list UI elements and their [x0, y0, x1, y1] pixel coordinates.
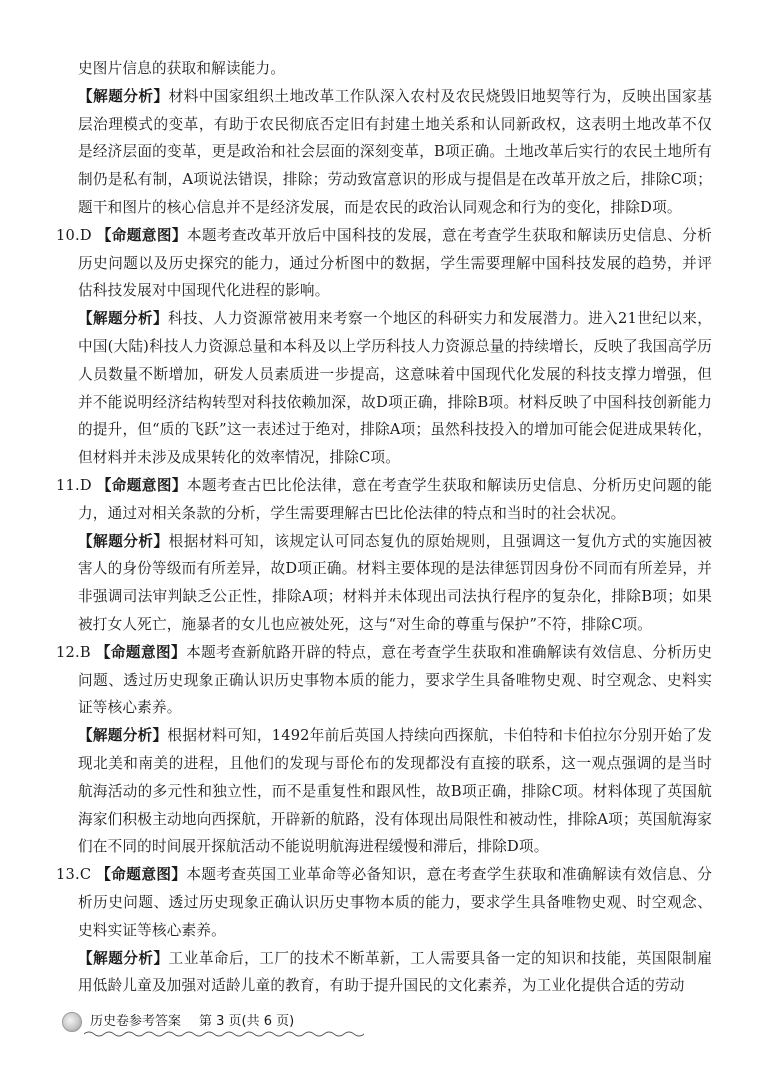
item-analysis [56, 528, 712, 639]
intent-text: 本题考查新航路开辟的特点，意在考查学生获取和准确解读有效信息、分析历史问题、透过历史现象正确认识历史事物本质的能力，要求学生具备唯物史观、时空观念、史料实证等核心素养。 [78, 643, 713, 717]
analysis-text: 根据材料可知，1492年前后英国人持续向西探航，卡伯特和卡伯拉尔分别开始了发现北美和南美的进程，且他们的发现与哥伦布的发现都没有直接的联系，这一观点强调的是当时航海活动的多元性和独立性，而不是重复性和跟风性，故B项正确，排除C项。材料体现了英国航海家们积极主动地向西探航，开辟新的航路，没有体现出局限性和被动性，排除A项；英国航海家们在不同的时间展开探航活动不能说明航海进程缓慢和滞后，排除D项。 [78, 727, 713, 856]
analysis-label: 【解题分析】 [78, 532, 169, 550]
item-answer: D [79, 226, 92, 244]
item-intent [56, 639, 712, 722]
footer-title: 历史卷参考答案 [90, 1014, 182, 1029]
item-analysis [56, 722, 712, 861]
item-answer: D [79, 476, 92, 494]
answer-item-11 [56, 472, 712, 639]
item-intent [56, 861, 712, 944]
item-answer: B [79, 643, 91, 661]
footer-page-number: 第 3 页(共 6 页) [199, 1014, 295, 1029]
item-analysis [56, 945, 712, 1001]
answer-item-12 [56, 639, 712, 861]
item-answer: C [79, 866, 92, 884]
analysis-text: 科技、人力资源常被用来考察一个地区的科研实力和发展潜力。进入21世纪以来，中国(大陆)科技人力资源总量和本科及以上学历科技人力资源总量的持续增长，反映了我国高学历人员数量不断增加，研发人员素质进一步提高，这意味着中国现代化发展的科技支撑力增强，但并不能说明经济结构转型对科技依赖加深，故D项正确，排除B项。材料反映了中国科技创新能力的提升，但“质的飞跃”这一表述过于绝对，排除A项；虽然科技投入的增加可能会促进成果转化，但材料并未涉及成果转化的效率情况，排除C项。 [78, 310, 712, 467]
intent-text: 本题考查英国工业革命等必备知识，意在考查学生获取和准确解读有效信息、分析历史问题、透过历史现象正确认识历史事物本质的能力，要求学生具备唯物史观、时空观念、史料实证等核心素养。 [78, 866, 712, 939]
item-number: 12. [56, 643, 80, 661]
intent-label: 【命题意图】 [95, 643, 187, 661]
item-intent [56, 222, 712, 305]
item-number: 13. [56, 866, 80, 884]
analysis-text: 根据材料可知，该规定认可同态复仇的原始规则，且强调这一复仇方式的实施因被害人的身份等级而有所差异，故D项正确。材料主要体现的是法律惩罚因身份不同而有所差异，并非强调司法审判缺乏公正性，排除A项；材料并未体现出司法执行程序的复杂化，排除B项；如果被打女人死亡，施暴者的女儿也应被处死，这与“对生命的尊重与保护”不符，排除C项。 [78, 532, 712, 633]
intent-label: 【命题意图】 [96, 866, 187, 884]
footer-text [90, 1010, 294, 1029]
analysis-label: 【解题分析】 [78, 310, 169, 328]
item-intent [56, 472, 712, 528]
decorative-circle-icon [62, 1012, 82, 1032]
intent-label: 【命题意图】 [96, 226, 187, 244]
intent-text: 本题考查改革开放后中国科技的发展，意在考查学生获取和解读历史信息、分析历史问题以及历史探究的能力，通过分析图中的数据，学生需要理解中国科技发展的趋势，并评估科技发展对中国现代化进程的影响。 [78, 226, 712, 300]
analysis-text: 工业革命后，工厂的技术不断革新，工人需要具备一定的知识和技能，英国限制雇用低龄儿童及加强对适龄儿童的教育，有助于提升国民的文化素养，为工业化提供合适的劳动 [78, 949, 712, 995]
analysis-label: 【解题分析】 [78, 949, 169, 967]
answer-item-13 [56, 861, 712, 1000]
analysis-label: 【解题分析】 [78, 87, 169, 105]
wavy-underline-icon [84, 1030, 364, 1038]
intent-text: 本题考查古巴比伦法律，意在考查学生获取和解读历史信息、分析历史问题的能力，通过对相关条款的分析，学生需要理解古巴比伦法律的特点和当时的社会状况。 [78, 476, 712, 522]
answer-item-10 [56, 222, 712, 472]
paragraph-continuation: 史图片信息的获取和解读能力。 [78, 60, 286, 77]
page-footer [62, 1004, 362, 1044]
item-analysis [56, 305, 712, 472]
analysis-text: 材料中国家组织土地改革工作队深入农村及农民烧毁旧地契等行为，反映出国家基层治理模式的变革，有助于农民彻底否定旧有封建土地关系和认同新政权，这表明土地改革不仅是经济层面的变革，更是政治和社会层面的深刻变革，B项正确。土地改革后实行的农民土地所有制仍是私有制，A项说法错误，排除；劳动致富意识的形成与提倡是在改革开放之后，排除C项；题干和图片的核心信息并不是经济发展，而是农民的政治认同观念和行为的变化，排除D项。 [78, 87, 712, 216]
item-number: 11. [56, 476, 80, 494]
item-number: 10. [56, 226, 80, 244]
analysis-label: 【解题分析】 [78, 727, 168, 745]
answer-key-page [56, 55, 713, 1000]
paragraph-analysis-9 [78, 83, 712, 222]
intent-label: 【命题意图】 [96, 476, 187, 494]
